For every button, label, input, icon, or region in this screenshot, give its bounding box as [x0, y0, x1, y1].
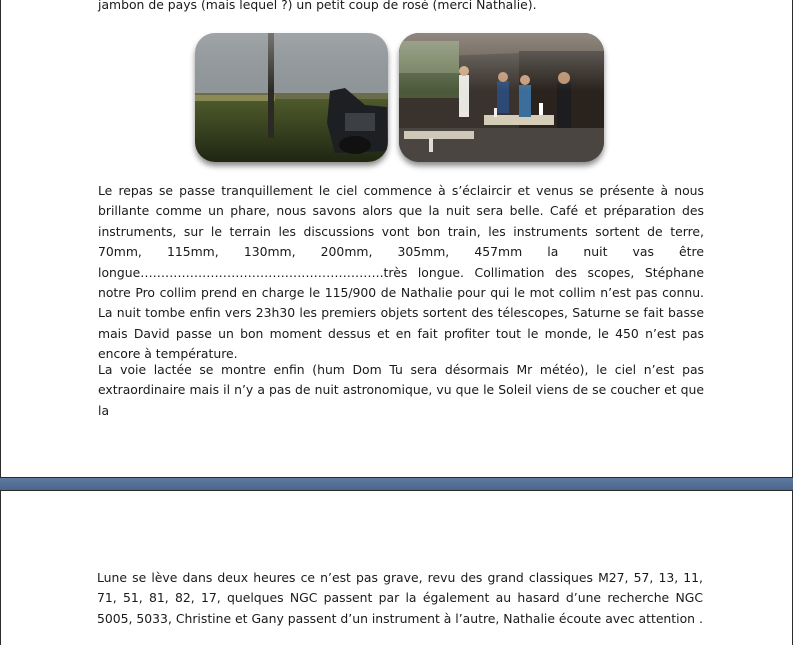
photo-hangar-setup[interactable] [399, 33, 604, 162]
paragraph-voie-lactee[interactable]: La voie lactée se montre enfin (hum Dom Tu sera désormais Mr météo), le ciel n’est pas extraordinaire mais il n’y a pas de nuit astronomique, vu que le Soleil viens de se coucher et que la [98, 362, 704, 418]
hangar-setup-image [399, 33, 604, 162]
photo-field-dusk[interactable] [195, 33, 388, 162]
paragraph-repas[interactable]: Le repas se passe tranquillement le ciel commence à s’éclaircir et venus se présente à nous brillante comme un phare, nous savons alors que la nuit sera belle. Café et préparation des instruments, sur le terrain les discussions vont bon train, les instruments sortent de terre, 70mm, 115mm, 130mm, 200mm, 305mm, 457mm la nuit vas être longue…………………………………………………..très longue. Collimation des scopes, Stéphane notre Pro collim prend en charge le 115/900 de Nathalie pour qui le mot collim n’est pas connu. La nuit tombe enfin vers 23h30 les premiers objets sortent des télescopes, Saturne se fait basse mais David passe un bon moment dessus et en fait profiter tout le monde, le 450 n’est pas encore à température. [98, 183, 704, 362]
text-line-top[interactable]: jambon de pays (mais lequel ?) un petit coup de rosé (merci Nathalie). [98, 0, 537, 12]
page-separator [0, 478, 796, 490]
field-dusk-image [195, 33, 388, 162]
paragraph-lune[interactable]: Lune se lève dans deux heures ce n’est pas grave, revu des grand classiques M27, 57, 13, 11, 71, 51, 81, 82, 17, quelques NGC passent par la également au hasard d’une recherche NGC 5005, 5033, Christine et Gany passent d’un instrument à l’autre, Nathalie écoute avec attention . [97, 570, 703, 626]
